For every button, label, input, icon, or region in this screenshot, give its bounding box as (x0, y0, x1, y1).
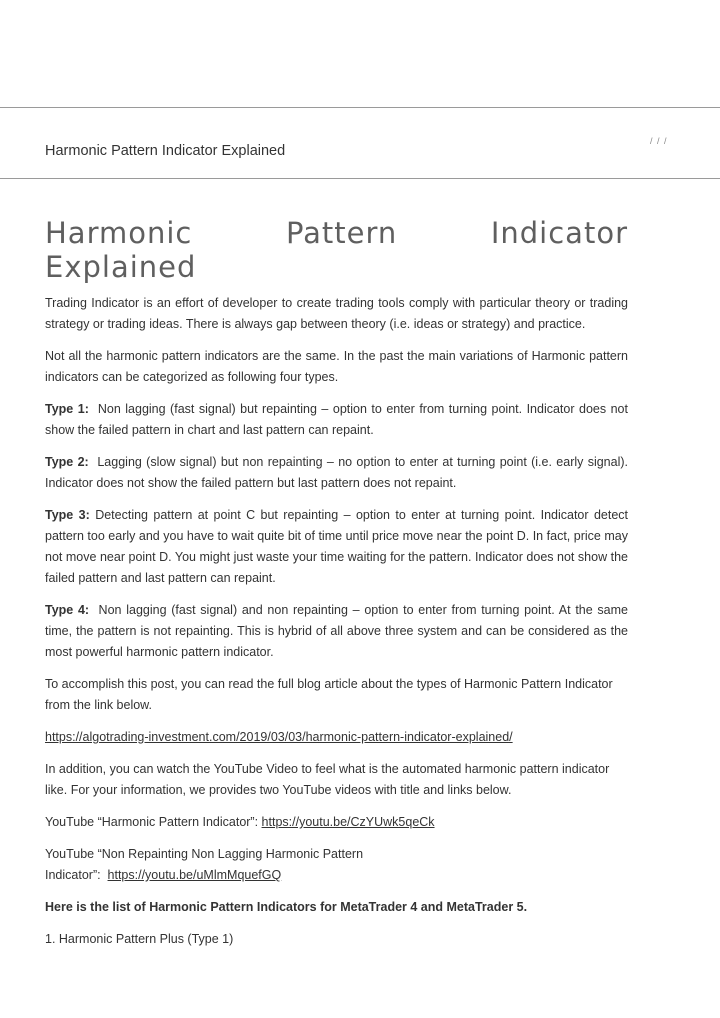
video-1-paragraph (45, 812, 628, 833)
variations-paragraph: Not all the harmonic pattern indicators are the same. In the past the main variations of Harmonic pattern indicators can be categorized as following four types. (45, 349, 628, 384)
accomplish-paragraph: To accomplish this post, you can read the full blog article about the types of Harmonic Pattern Indicator from the link below. (45, 677, 613, 712)
type-3-text: Detecting pattern at point C but repainting – option to enter at turning point. Indicator detect pattern too early and you have to wait quite bit of time until price move near the point D. In fact, price may not move near point D. You might just waste your time waiting for the pattern. Indicator does not show the failed pattern and last pattern can repaint. (45, 508, 628, 585)
type-2-label: Type 2: (45, 455, 89, 469)
video-2-title-line-2: Indicator”: (45, 868, 108, 882)
article-headline (45, 216, 628, 284)
headline-line-2: Explained (45, 250, 197, 284)
bottom-divider (0, 178, 720, 179)
video-1-link[interactable]: https://youtu.be/CzYUwk5qeCk (261, 815, 435, 829)
intro-paragraph: Trading Indicator is an effort of developer to create trading tools comply with particular theory or trading strategy or trading ideas. There is always gap between theory (i.e. ideas or strategy) and practice. (45, 296, 628, 331)
headline-word-2: Pattern (285, 216, 398, 250)
type-1-text: Non lagging (fast signal) but repainting – option to enter from turning point. Indicator does not show the failed pattern in chart and last pattern can repaint. (45, 402, 632, 437)
video-2-paragraph (45, 844, 628, 886)
top-divider (0, 107, 720, 108)
blog-link-paragraph (45, 727, 628, 748)
type-4-paragraph (45, 600, 632, 663)
list-heading: Here is the list of Harmonic Pattern Indicators for MetaTrader 4 and MetaTrader 5. (45, 900, 528, 914)
type-1-paragraph (45, 399, 632, 441)
list-item-1: 1. Harmonic Pattern Plus (Type 1) (45, 932, 234, 946)
type-3-label: Type 3: (45, 508, 90, 522)
article-body (45, 216, 632, 961)
type-3-paragraph (45, 505, 628, 589)
header-title: Harmonic Pattern Indicator Explained (45, 143, 286, 159)
type-2-paragraph (45, 452, 632, 494)
headline-line-1 (45, 216, 628, 250)
video-2-link[interactable]: https://youtu.be/uMlmMquefGQ (107, 868, 282, 882)
type-2-text: Lagging (slow signal) but non repainting – no option to enter at turning point (i.e. early signal). Indicator does not show the failed pattern but last pattern does not repaint. (45, 455, 632, 490)
headline-word-1: Harmonic (45, 216, 193, 250)
type-4-label: Type 4: (45, 603, 90, 617)
type-1-label: Type 1: (45, 402, 89, 416)
blog-article-link[interactable]: https://algotrading-investment.com/2019/03/03/harmonic-pattern-indicator-explained/ (45, 730, 513, 744)
video-2-title-line-1: YouTube “Non Repainting Non Lagging Harmonic Pattern (45, 847, 364, 861)
video-1-title: YouTube “Harmonic Pattern Indicator”: (45, 815, 262, 829)
type-4-text: Non lagging (fast signal) and non repainting – option to enter from turning point. At the same time, the pattern is not repainting. This is hybrid of all above three system and can be considered as the most powerful harmonic pattern indicator. (45, 603, 632, 659)
page-marker: / / / (650, 136, 668, 146)
youtube-intro-paragraph: In addition, you can watch the YouTube Video to feel what is the automated harmonic pattern indicator like. For your information, we provides two YouTube videos with title and links below. (45, 762, 610, 797)
headline-word-3: Indicator (490, 216, 628, 250)
